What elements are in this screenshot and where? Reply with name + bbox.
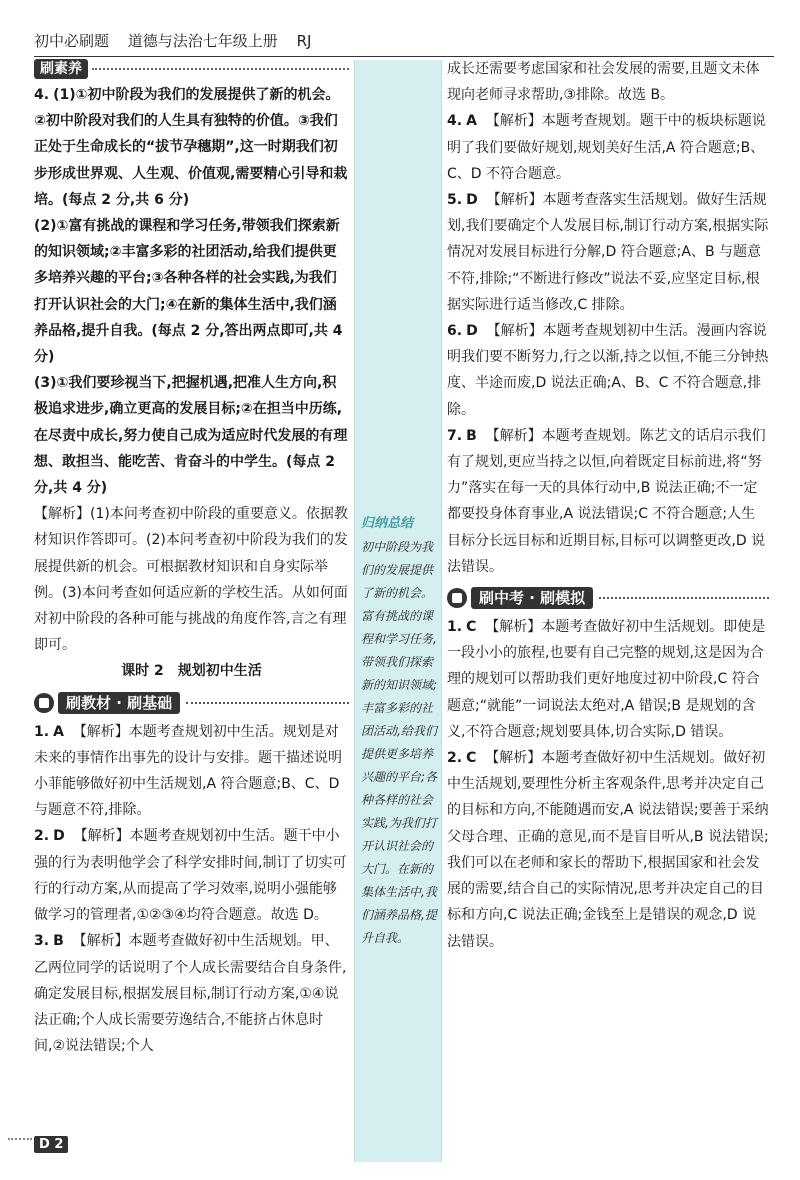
q4-part2: (2)①富有挑战的课程和学习任务,带领我们探索新的知识领域;②丰富多彩的社团活动,给我们提供更多培养兴趣的平台;③各种各样的社会实践,为我们打开认识社会的大门;④在新的集体生活中,我们涵养品格,提升自我。(每点 2 分,答出两点即可,共 4 分) — [34, 218, 343, 366]
literacy-heading — [34, 58, 349, 80]
answer-letter: B — [53, 933, 64, 950]
answer-item — [34, 719, 349, 824]
item-number: 1. — [447, 619, 463, 636]
section-label: 刷中考 · 刷模拟 — [471, 587, 593, 609]
left-column — [34, 58, 349, 1059]
dotted-rule — [92, 68, 349, 70]
q4-analysis: 【解析】(1)本问考查初中阶段的重要意义。依据教材知识作答即可。(2)本问考查初中阶段为我们的发展提供新的机会。可根据教材知识和自身实际举例。(3)本问考查如何适应新的学校生活。从如何面对初中阶段的各种可能与挑战的角度作答,言之有理即可。 — [34, 506, 348, 654]
summary-title: 归纳总结 — [361, 516, 414, 531]
answer-text: 【解析】本题考查规划。陈艺文的话启示我们有了规划,更应当持之以恒,向着既定目标前进,将“努力”落实在每一天的具体行动中,B 说法正确;不一定都要投身体育事业,A 说法错误;C 不符合题意;人生目标分长远目标和近期目标,目标可以调整更改,D 说法错误。 — [447, 427, 766, 575]
literacy-badge: 刷素养 — [34, 59, 88, 79]
textbook-section-heading — [34, 689, 349, 717]
answer-text: 【解析】本题考查做好初中生活规划。做好初中生活规划,要理性分析主客观条件,思考并决定自己的目标和方向,不能随遇而安,A 说法错误;要善于采纳父母合理、正确的意见,而不是盲目听从,B 说法错误;我们可以在老师和家长的帮助下,根据国家和社会发展的需要,结合自己的实际情况,思考并决定自己的目标和方向,C 说法正确;金钱至上是错误的观念,D 说法错误。 — [447, 750, 769, 950]
corner-decoration — [8, 1138, 32, 1140]
book-icon — [447, 588, 467, 608]
item-number: 6. — [447, 323, 463, 340]
answer-text: 【解析】本题考查规划初中生活。漫画内容说明我们要不断努力,行之以渐,持之以恒,不能三分钟热度、半途而废,D 说法正确;A、B、C 不符合题意,排除。 — [447, 323, 769, 418]
answer-item — [447, 318, 769, 423]
answer-item — [34, 823, 349, 928]
summary-text: 初中阶段为我们的发展提供了新的机会。富有挑战的课程和学习任务,带领我们探索新的知识领域;丰富多彩的社团活动,给我们提供更多培养兴趣的平台;各种各样的社会实践,为我们打开认识社会的大门。在新的集体生活中,我们涵养品格,提升自我。 — [361, 540, 438, 945]
book-subject: 道德与法治七年级上册 — [127, 32, 278, 50]
answer-item — [447, 423, 769, 580]
question-number: 4. — [34, 87, 50, 103]
answer-item — [447, 745, 769, 955]
item-number: 1. — [34, 723, 50, 740]
answer-item — [447, 108, 769, 187]
answer-text: 【解析】本题考查规划初中生活。规划是对未来的事情作出事先的设计与安排。题干描述说明小菲能够做好初中生活规划,A 符合题意;B、C、D 与题意不符,排除。 — [34, 723, 342, 819]
answer-item — [447, 187, 769, 318]
answer-letter: C — [466, 619, 477, 636]
answer-letter: A — [53, 723, 64, 740]
answer-item — [34, 928, 349, 1059]
answer-letter: C — [466, 750, 477, 767]
q4-part1 — [34, 82, 349, 213]
item-number: 2. — [447, 750, 463, 767]
answer-text: 【解析】本题考查落实生活规划。做好生活规划,我们要确定个人发展目标,制订行动方案,根据实际情况对发展目标进行分解,D 符合题意;A、B 与题意不符,排除;“不断进行修改”说法不妥,应坚定目标,根据实际进行适当修改,C 排除。 — [447, 192, 769, 313]
item-number: 3. — [34, 933, 50, 950]
answer-letter: D — [53, 828, 65, 845]
item-number: 2. — [34, 828, 50, 845]
answer-item — [447, 614, 769, 745]
answer-letter: D — [466, 192, 478, 209]
item-number: 7. — [447, 427, 463, 444]
item-number: 4. — [447, 113, 463, 130]
q4-part1-text: (1)①初中阶段为我们的发展提供了新的机会。②初中阶段对我们的人生具有独特的价值。③我们正处于生命成长的“拔节孕穗期”,这一时期我们初步形成世界观、人生观、价值观,需要精心引导和栽培。(每点 2 分,共 6 分) — [34, 87, 348, 208]
answer-text: 【解析】本题考查规划初中生活。题干中小强的行为表明他学会了科学安排时间,制订了切实可行的行动方案,从而提高了学习效率,说明小强能够做学习的管理者,①②③④均符合题意。故选 D。 — [34, 828, 347, 924]
q4-part3: (3)①我们要珍视当下,把握机遇,把准人生方向,积极追求进步,确立更高的发展目标;②在担当中历练,在尽责中成长,努力使自己成为适应时代发展的有理想、敢担当、能吃苦、肯奋斗的中学生。(每点 2 分,共 4 分) — [34, 375, 348, 497]
page-number: D 2 — [34, 1136, 68, 1153]
right-column — [447, 56, 769, 955]
book-series: 初中必刷题 — [34, 32, 110, 50]
answer-letter: A — [466, 113, 477, 130]
book-icon — [34, 693, 54, 713]
summary-sidebar — [354, 60, 442, 1162]
book-edition: RJ — [296, 32, 312, 50]
exam-section-heading — [447, 584, 769, 612]
answer-letter: D — [466, 323, 478, 340]
continued-text: 成长还需要考虑国家和社会发展的需要,且题文未体现向老师寻求帮助,③排除。故选 B。 — [447, 61, 760, 104]
item-number: 5. — [447, 192, 463, 209]
section-label: 刷教材 · 刷基础 — [58, 692, 180, 714]
dotted-rule — [186, 702, 349, 704]
dotted-rule — [599, 597, 769, 599]
lesson-title: 课时 2 规划初中生活 — [121, 663, 262, 680]
answer-text: 【解析】本题考查规划。题干中的板块标题说明了我们要做好规划,规划美好生活,A 符合题意;B、C、D 不符合题意。 — [447, 113, 766, 182]
page-header — [34, 30, 774, 54]
answer-letter: B — [466, 427, 477, 444]
answer-text: 【解析】本题考查做好初中生活规划。即使是一段小小的旅程,也要有自己完整的规划,这是因为合理的规划可以帮助我们更好地度过初中阶段,C 符合题意;“就能”一词说法太绝对,A 错误;B 是规划的含义,不符合题意;规划要具体,切合实际,D 错误。 — [447, 619, 766, 740]
answer-text: 【解析】本题考查做好初中生活规划。甲、乙两位同学的话说明了个人成长需要结合自身条件,确定发展目标,根据发展目标,制订行动方案,①④说法正确;个人成长需要劳逸结合,不能挤占休息时间,②说法错误;个人 — [34, 933, 347, 1055]
